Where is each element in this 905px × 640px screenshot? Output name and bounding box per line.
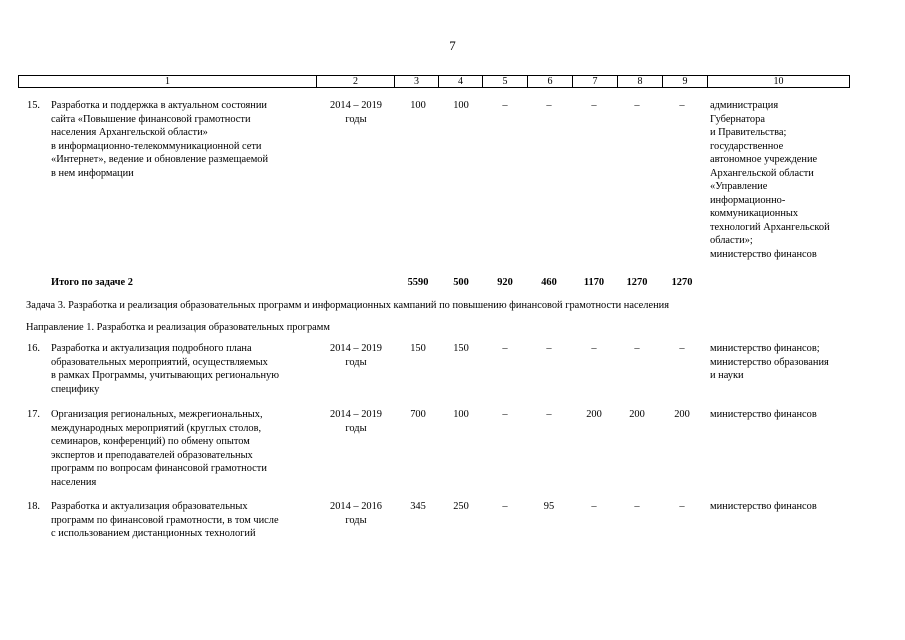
value-col-6: – [546,343,552,354]
executor-line: коммуникационных [710,208,799,219]
executor-line: министерство образования [710,356,829,368]
row-executor [710,342,855,383]
text-line: в нем информации [51,167,134,179]
header-col-8: 8 [618,76,663,88]
value-col-8: – [634,100,640,111]
row-description [51,342,316,396]
executor-line: государственное [710,140,784,152]
row-number: 17. [27,409,40,420]
row-number: 15. [27,100,40,111]
executor-line: министерство финансов; [710,343,820,354]
period-line: годы [345,113,367,125]
text-line: Разработка и поддержка в актуальном состоянии [51,100,267,111]
value-col-5: – [502,409,508,420]
row-number: 18. [27,501,40,512]
value-col-3: 345 [410,501,426,512]
header-col-3: 3 [395,76,439,88]
text-line: Разработка и актуализация подробного плана [51,343,252,354]
executor-line: технологий Архангельской [710,221,830,233]
text-line: «Интернет», ведение и обновление размещаемой [51,154,269,165]
text-line: Разработка и актуализация образовательных [51,501,248,512]
text-line: Организация региональных, межрегиональных, [51,409,263,420]
executor-line: администрация [710,100,779,111]
period-line: 2014 – 2016 [330,501,382,512]
row-number: 16. [27,343,40,354]
header-col-1: 1 [19,76,317,88]
text-line: программ по финансовой грамотности, в том числе [51,514,279,526]
value-col-7: – [591,501,597,512]
row-description [51,99,316,180]
total-col-8: 1270 [626,277,648,288]
period-line: 2014 – 2019 [330,343,382,354]
row-period [318,500,394,527]
total-col-9: 1270 [671,277,693,288]
value-col-9: 200 [674,409,690,420]
text-line: международных мероприятий (круглых столов, [51,422,262,434]
header-col-9: 9 [663,76,708,88]
text-line: сайта «Повышение финансовой грамотности [51,113,251,125]
header-col-10: 10 [708,76,850,88]
text-line: экспертов и преподавателей образовательных [51,449,253,461]
value-col-7: – [591,343,597,354]
executor-line: области»; [710,235,753,246]
value-col-5: – [502,100,508,111]
text-line: специфику [51,383,100,395]
value-col-8: – [634,501,640,512]
value-col-6: – [546,409,552,420]
header-col-4: 4 [439,76,483,88]
value-col-6: 95 [543,501,555,512]
value-col-8: – [634,343,640,354]
executor-line: Губернатора [710,113,765,125]
value-col-6: – [546,100,552,111]
value-col-9: – [679,100,685,111]
row-description [51,408,316,489]
value-col-3: 100 [410,100,426,111]
total-col-7: 1170 [583,277,605,288]
total-col-5: 920 [497,277,513,288]
row-executor [710,99,855,261]
row-period [318,342,394,369]
value-col-9: – [679,343,685,354]
value-col-7: 200 [586,409,602,420]
period-line: годы [345,356,367,368]
value-col-7: – [591,100,597,111]
value-col-9: – [679,501,685,512]
direction-1-heading: Направление 1. Разработка и реализация образовательных программ [26,322,330,333]
header-col-7: 7 [573,76,618,88]
value-col-4: 250 [453,501,469,512]
period-line: годы [345,514,367,526]
value-col-5: – [502,501,508,512]
total-col-3: 5590 [407,277,429,288]
executor-line: и науки [710,370,744,381]
text-line: в рамках Программы, учитывающих региональную [51,370,280,381]
executor-line: и Правительства; [710,127,787,138]
value-col-4: 100 [453,409,469,420]
value-col-3: 700 [410,409,426,420]
value-col-5: – [502,343,508,354]
total-col-4: 500 [453,277,469,288]
executor-line: «Управление [710,181,768,192]
row-period [318,408,394,435]
executor-line: информационно- [710,194,786,206]
task-3-heading: Задача 3. Разработка и реализация образовательных программ и информационных кампаний по повышению финансовой грамотности населения [26,300,669,311]
page-number: 7 [449,38,456,53]
text-line: населения Архангельской области» [51,127,208,138]
executor-line: министерство финансов [710,409,817,420]
text-line: программ по вопросам финансовой грамотности [51,463,267,474]
text-line: с использованием дистанционных технологий [51,528,256,539]
row-period [318,99,394,126]
row-executor [710,500,855,514]
executor-line: Архангельской области [710,167,814,179]
value-col-4: 100 [453,100,469,111]
text-line: семинаров, конференций) по обмену опытом [51,436,250,447]
period-line: 2014 – 2019 [330,409,382,420]
table-header [18,75,850,88]
period-line: 2014 – 2019 [330,100,382,111]
value-col-4: 150 [453,343,469,354]
period-line: годы [345,422,367,434]
value-col-3: 150 [410,343,426,354]
text-line: населения [51,476,97,488]
header-col-5: 5 [483,76,528,88]
executor-line: министерство финансов [710,501,817,512]
value-col-8: 200 [629,409,645,420]
text-line: в информационно-телекоммуникационной сети [51,140,262,152]
total-col-6: 460 [541,277,557,288]
executor-line: министерство финансов [710,248,817,260]
header-col-2: 2 [317,76,395,88]
header-col-6: 6 [528,76,573,88]
executor-line: автономное учреждение [710,154,818,165]
row-executor [710,408,855,422]
total-label: Итого по задаче 2 [51,277,133,288]
row-description [51,500,316,541]
text-line: образовательных мероприятий, осуществляемых [51,356,268,368]
